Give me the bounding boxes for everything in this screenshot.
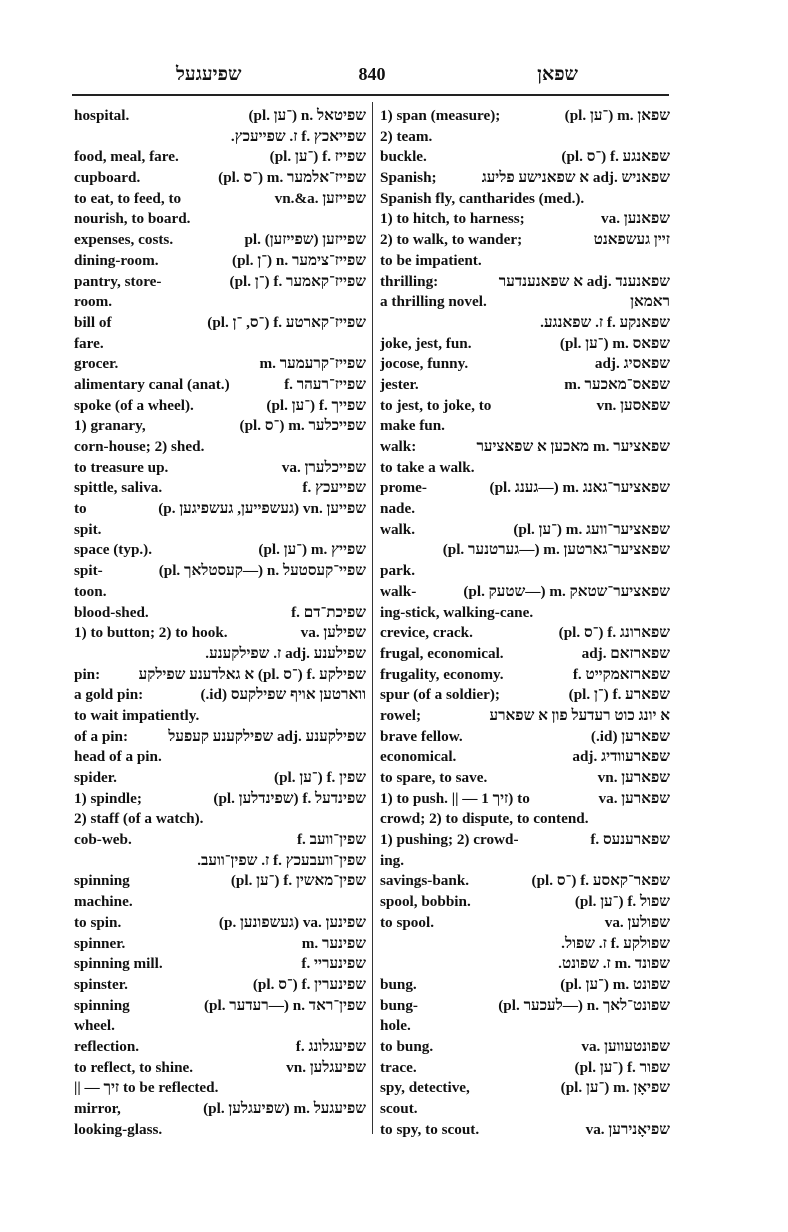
entry-yiddish: שפאס .m (־ען .pl)	[559, 334, 670, 352]
dictionary-line	[380, 934, 670, 955]
entry-english: spinner.	[74, 934, 126, 952]
dictionary-line	[74, 1016, 366, 1037]
dictionary-line	[74, 975, 366, 996]
dictionary-line	[74, 251, 366, 272]
entry-english: 1) pushing; 2) crowd-	[380, 831, 519, 849]
entry-yiddish: ווארטען אויף שפילקעס (id.)	[200, 686, 366, 704]
dictionary-line	[380, 209, 670, 230]
entry-yiddish: שפונטעווען .va	[581, 1037, 670, 1055]
entry-yiddish: שפארענעס .f	[590, 831, 670, 849]
entry-english: spittle, saliva.	[74, 479, 163, 497]
entry-yiddish: שפייעכץ .f	[302, 479, 366, 497]
entry-english: toon.	[74, 582, 107, 600]
entry-yiddish: שפין־וועבעכץ .f ז. שפין־וועב.	[197, 851, 366, 869]
entry-english: head of a pin.	[74, 748, 162, 766]
entry-yiddish: שפארע .f (־ן .pl)	[568, 686, 670, 704]
entry-english: bill of	[74, 313, 112, 331]
dictionary-line	[380, 230, 670, 251]
entry-yiddish: שפארען .va	[598, 789, 670, 807]
entry-english: to eat, to feed, to	[74, 189, 182, 207]
page-number: 840	[358, 64, 386, 84]
dictionary-line	[380, 1078, 670, 1099]
entry-yiddish: שפיעגלונג .f	[295, 1037, 366, 1055]
dictionary-line	[74, 209, 366, 230]
entry-yiddish: שפור .f (־ען .pl)	[574, 1058, 670, 1076]
entry-yiddish: שפייכלער .m (־ס .pl)	[239, 417, 366, 435]
dictionary-line	[74, 272, 366, 293]
entry-yiddish: שפיעגעל .m (שפיעגלען .pl)	[203, 1100, 366, 1117]
entry-english: to treasure up.	[74, 458, 169, 476]
entry-english: 2) team.	[380, 127, 433, 145]
entry-yiddish: שפייז־רעהר .f	[284, 375, 366, 393]
entry-yiddish: שפולען .va	[604, 913, 670, 931]
entry-english: 1) span (measure);	[380, 107, 501, 124]
entry-yiddish: שפארען .vn	[597, 769, 670, 786]
entry-yiddish: שפינער .m	[301, 934, 366, 952]
dictionary-line	[380, 292, 670, 313]
entry-yiddish: שפייאכץ .f ז. שפייעכץ.	[230, 127, 366, 145]
dictionary-line	[74, 458, 366, 479]
dictionary-line	[74, 168, 366, 189]
dictionary-line	[74, 1120, 366, 1138]
entry-english: jocose, funny.	[380, 355, 469, 373]
entry-english: 2) to walk, to wander;	[380, 231, 523, 249]
entry-yiddish: שפאסען .vn	[596, 396, 670, 414]
entry-english: to spin.	[74, 913, 122, 931]
entry-english: trace.	[380, 1058, 417, 1076]
entry-english: spool, bobbin.	[380, 893, 471, 911]
dictionary-line	[380, 644, 670, 665]
dictionary-line	[380, 396, 670, 417]
dictionary-line	[74, 996, 366, 1017]
dictionary-line	[74, 499, 366, 520]
dictionary-line	[380, 458, 670, 479]
entry-english: pantry, store-	[74, 272, 162, 290]
entry-english: thrilling:	[380, 272, 439, 290]
entry-english: to bung.	[380, 1037, 434, 1055]
entry-yiddish: שפייז־צימער .n (־ן .pl)	[232, 251, 366, 269]
entry-english: spit.	[74, 520, 102, 538]
dictionary-line	[380, 416, 670, 437]
dictionary-line	[380, 582, 670, 603]
entry-english: room.	[74, 293, 113, 311]
dictionary-line	[74, 1058, 366, 1079]
entry-yiddish: שפיטאל .n (־ען .pl)	[248, 107, 366, 124]
dictionary-line	[74, 375, 366, 396]
dictionary-line	[380, 996, 670, 1017]
entry-yiddish: שפיעגלען .vn	[286, 1058, 366, 1076]
entry-yiddish: שפיאָנירען .va	[585, 1120, 670, 1138]
entry-english: bung.	[380, 975, 417, 993]
entry-yiddish: שפאציער־שטאק .m (—שטעק .pl)	[463, 582, 670, 600]
dictionary-line	[74, 892, 366, 913]
dictionary-line	[380, 437, 670, 458]
entry-yiddish: שפול .f (־ען .pl)	[574, 893, 670, 911]
entry-english: cupboard.	[74, 169, 141, 187]
dictionary-line	[74, 851, 366, 872]
entry-yiddish: שפייז־קארטע .f (־ס, ־ן .pl)	[207, 313, 366, 331]
entry-english: to take a walk.	[380, 458, 475, 476]
dictionary-line	[380, 313, 670, 334]
entry-english: a thrilling novel.	[380, 293, 487, 311]
dictionary-line	[380, 272, 670, 293]
dictionary-line	[380, 892, 670, 913]
entry-yiddish: שפאציער .m מאכען א שפאציער	[476, 438, 670, 455]
entry-english: to spare, to save.	[380, 769, 488, 786]
entry-english: to be impatient.	[380, 251, 482, 269]
entry-yiddish: שפארעוודיג .adj	[572, 748, 670, 766]
entry-english: spoke (of a wheel).	[74, 396, 194, 414]
dictionary-line	[74, 747, 366, 768]
dictionary-line	[380, 851, 670, 872]
dictionary-line	[74, 1037, 366, 1058]
dictionary-line	[380, 706, 670, 727]
entry-english: ing.	[380, 851, 405, 869]
dictionary-line	[380, 603, 670, 624]
dictionary-line	[74, 1078, 366, 1099]
entry-yiddish: שפייץ .m (־ען .pl)	[258, 541, 366, 559]
entry-yiddish: שפאנקע .f ז. שפאנגע.	[540, 313, 670, 331]
dictionary-line	[74, 396, 366, 417]
entry-yiddish: שפייז־אלמער .m (־ס .pl)	[218, 169, 366, 187]
dictionary-line	[380, 727, 670, 748]
entry-yiddish: שפארען (id.)	[590, 727, 670, 745]
dictionary-line	[380, 789, 670, 810]
dictionary-line	[380, 520, 670, 541]
entry-english: mirror,	[74, 1100, 121, 1117]
entry-english: to spy, to scout.	[380, 1120, 480, 1138]
entry-english: corn-house; 2) shed.	[74, 438, 205, 455]
entry-english: spider.	[74, 769, 117, 786]
dictionary-line	[74, 561, 366, 582]
entry-english: spinning mill.	[74, 955, 163, 973]
entry-english: 1) spindle;	[74, 789, 142, 807]
dictionary-line	[74, 189, 366, 210]
entry-english: dining-room.	[74, 251, 159, 269]
dictionary-line	[380, 334, 670, 355]
entry-english: bung-	[380, 996, 418, 1014]
entry-english: 1) to button; 2) to hook.	[74, 624, 228, 642]
entry-english: spinster.	[74, 975, 128, 993]
dictionary-line	[380, 665, 670, 686]
dictionary-line	[380, 913, 670, 934]
entry-yiddish: שפונד .m ז. שפונט.	[558, 955, 670, 973]
entry-yiddish: שפולקע .f ז. שפול.	[561, 934, 670, 952]
entry-yiddish: שפילענע .adj ז. שפילקענע.	[205, 644, 366, 662]
entry-yiddish: שפילקע .f (־ס .pl) א גאלדענע שפילקע	[138, 665, 366, 683]
dictionary-line	[380, 954, 670, 975]
entry-yiddish: שפין .f (־ען .pl)	[274, 769, 366, 786]
dictionary-line	[380, 561, 670, 582]
entry-yiddish: זיין געשפאנט	[593, 231, 670, 249]
entry-yiddish: שפין־ראד .n (—רעדער .pl)	[203, 996, 366, 1014]
dictionary-line	[74, 665, 366, 686]
entry-yiddish: שפאנען .va	[601, 210, 670, 228]
entry-yiddish: שפייז־קרעמער .m	[259, 355, 366, 373]
entry-yiddish: שפילקענע .adj שפילקענע קעפעל	[168, 727, 366, 745]
entry-english: prome-	[380, 479, 427, 497]
right-column	[380, 106, 670, 1138]
entry-english: walk:	[380, 438, 417, 455]
entry-yiddish: שפייך .f (־ען .pl)	[266, 396, 366, 414]
entry-yiddish: שפין־מאשין .f (־ען .pl)	[230, 872, 366, 890]
entry-english: savings-bank.	[380, 872, 470, 890]
dictionary-line	[380, 1058, 670, 1079]
header-left-guide-word: שפיעגעל	[176, 64, 242, 85]
entry-english: 1) granary,	[74, 417, 146, 435]
entry-yiddish: שפיכת־דם .f	[291, 603, 366, 621]
dictionary-line	[74, 623, 366, 644]
entry-english: 1) to push. || — זיך 1) to	[380, 789, 530, 807]
dictionary-line	[74, 478, 366, 499]
entry-english: frugality, economy.	[380, 665, 504, 683]
entry-english: a gold pin:	[74, 686, 144, 704]
left-column	[74, 106, 366, 1138]
entry-english: make fun.	[380, 417, 445, 435]
entry-yiddish: שפונט .m (־ען .pl)	[560, 975, 670, 993]
entry-english: of a pin:	[74, 727, 129, 745]
dictionary-line	[74, 313, 366, 334]
entry-english: spit-	[74, 562, 103, 580]
entry-yiddish: שפאן .m (־ען .pl)	[564, 107, 670, 124]
entry-english: fare.	[74, 334, 104, 352]
entry-english: spinning	[74, 872, 130, 890]
dictionary-line	[380, 747, 670, 768]
dictionary-line	[74, 1099, 366, 1120]
entry-yiddish: שפאציער־גארטען .m (—גערטנער .pl)	[442, 541, 670, 559]
header-right-guide-word: שפאן	[537, 64, 578, 85]
dictionary-line	[380, 685, 670, 706]
entry-yiddish: א יונג כוט רעדעל פון א שפארע	[489, 706, 670, 724]
dictionary-line	[380, 127, 670, 148]
entry-english: rowel;	[380, 706, 422, 724]
entry-yiddish: שפינעריי .f	[301, 955, 366, 973]
dictionary-line	[74, 292, 366, 313]
dictionary-line	[380, 375, 670, 396]
dictionary-line	[380, 1120, 670, 1138]
entry-english: scout.	[380, 1100, 418, 1117]
entry-english: park.	[380, 562, 416, 580]
entry-english: brave fellow.	[380, 727, 463, 745]
dictionary-line	[74, 354, 366, 375]
page-header	[76, 60, 668, 90]
dictionary-line	[380, 354, 670, 375]
entry-english: nade.	[380, 500, 416, 518]
dictionary-line	[74, 416, 366, 437]
entry-yiddish: שפייז־קאמער .f (־ן .pl)	[229, 272, 366, 290]
dictionary-line	[74, 809, 366, 830]
dictionary-line	[74, 871, 366, 892]
dictionary-line	[74, 582, 366, 603]
entry-yiddish: שפאניש .adj א שפאנישע פליעג	[481, 169, 670, 187]
entry-english: crevice, crack.	[380, 624, 473, 642]
entry-english: spur (of a soldier);	[380, 686, 500, 704]
entry-yiddish: שפארזאמקייט .f	[572, 665, 670, 683]
entry-english: reflection.	[74, 1037, 140, 1055]
entry-english: cob-web.	[74, 831, 132, 849]
entry-english: || — זיך to be reflected.	[74, 1079, 219, 1097]
entry-english: spinning	[74, 996, 130, 1014]
entry-english: walk.	[380, 520, 416, 538]
entry-english: to jest, to joke, to	[380, 396, 492, 414]
dictionary-line	[380, 499, 670, 520]
dictionary-line	[380, 147, 670, 168]
dictionary-line	[380, 478, 670, 499]
entry-english: buckle.	[380, 148, 427, 166]
dictionary-line	[74, 644, 366, 665]
dictionary-line	[74, 540, 366, 561]
dictionary-line	[74, 334, 366, 355]
entry-yiddish: שפאנענד .adj א שפאנענדער	[498, 272, 670, 290]
dictionary-line	[74, 954, 366, 975]
entry-english: jester.	[380, 375, 419, 393]
entry-english: pin:	[74, 665, 101, 683]
dictionary-line	[74, 685, 366, 706]
entry-english: Spanish fly, cantharides (med.).	[380, 189, 585, 207]
dictionary-line	[74, 127, 366, 148]
dictionary-line	[380, 871, 670, 892]
dictionary-line	[380, 809, 670, 830]
dictionary-line	[380, 1099, 670, 1120]
dictionary-line	[74, 230, 366, 251]
entry-yiddish: שפאציער־וועג .m (־ען .pl)	[513, 520, 670, 538]
entry-english: machine.	[74, 893, 133, 911]
entry-english: frugal, economical.	[380, 644, 504, 662]
entry-english: to wait impatiently.	[74, 706, 200, 724]
entry-yiddish: שפארונג .f (־ס .pl)	[558, 624, 670, 642]
dictionary-line	[380, 251, 670, 272]
entry-english: expenses, costs.	[74, 231, 174, 249]
entry-yiddish: שפייז .f (־ען .pl)	[269, 148, 366, 166]
entry-english: 2) staff (of a watch).	[74, 810, 204, 828]
dictionary-line	[380, 168, 670, 189]
entry-yiddish: שפייען .vn (געשפייען, געשפיגען .p)	[158, 500, 366, 518]
entry-yiddish: שפינערין .f (־ס .pl)	[252, 975, 366, 993]
column-divider	[372, 102, 373, 1134]
dictionary-line	[74, 913, 366, 934]
dictionary-line	[380, 106, 670, 127]
dictionary-line	[74, 603, 366, 624]
dictionary-line	[380, 189, 670, 210]
entry-yiddish: שפיאָן .m (־ען .pl)	[560, 1079, 670, 1097]
entry-yiddish: שפינדעל .f (שפינדלען .pl)	[213, 789, 366, 807]
entry-english: food, meal, fare.	[74, 148, 179, 166]
dictionary-line	[74, 147, 366, 168]
entry-english: nourish, to board.	[74, 210, 191, 228]
dictionary-line	[74, 520, 366, 541]
entry-english: economical.	[380, 748, 457, 766]
entry-english: blood-shed.	[74, 603, 149, 621]
entry-yiddish: שפייכלערן .va	[281, 458, 366, 476]
entry-english: 1) to hitch, to harness;	[380, 210, 525, 228]
entry-english: to reflect, to shine.	[74, 1058, 194, 1076]
entry-yiddish: שפאס־מאכער .m	[564, 375, 670, 393]
entry-yiddish: שפילען .va	[300, 624, 366, 642]
entry-english: looking-glass.	[74, 1120, 163, 1138]
dictionary-line	[74, 934, 366, 955]
entry-english: alimentary canal (anat.)	[74, 375, 230, 393]
entry-english: to spool.	[380, 913, 435, 931]
entry-yiddish: שפאנגע .f (־ס .pl)	[561, 148, 670, 166]
entry-yiddish: ראמאן	[630, 293, 670, 311]
dictionary-line	[74, 727, 366, 748]
entry-yiddish: שפאר־קאסע .f (־ס .pl)	[531, 872, 670, 890]
dictionary-line	[380, 1037, 670, 1058]
entry-english: spy, detective,	[380, 1079, 470, 1097]
dictionary-line	[74, 437, 366, 458]
entry-english: hole.	[380, 1017, 411, 1035]
entry-yiddish: שפינען .va (געשפונען .p)	[218, 913, 366, 931]
entry-english: ing-stick, walking-cane.	[380, 603, 534, 621]
header-rule	[72, 94, 669, 96]
dictionary-line	[380, 623, 670, 644]
dictionary-line	[380, 830, 670, 851]
entry-yiddish: שפונט־לאך .n (—לעכער .pl)	[498, 996, 670, 1014]
entry-english: wheel.	[74, 1017, 115, 1035]
entry-yiddish: שפין־וועב .f	[296, 831, 366, 849]
entry-yiddish: שפארזאם .adj	[581, 644, 670, 662]
entry-yiddish: שפאציער־גאנג .m (—גענג .pl)	[489, 479, 670, 497]
entry-yiddish: שפייזען .vn.&a	[274, 189, 366, 207]
entry-english: walk-	[380, 582, 417, 600]
entry-yiddish: שפיי־קעסטעל .n (—קעסטלאך .pl)	[158, 562, 366, 580]
entry-yiddish: שפייזען (שפייזען) .pl	[244, 231, 366, 249]
dictionary-line	[74, 706, 366, 727]
dictionary-line	[380, 768, 670, 789]
entry-english: Spanish;	[380, 169, 437, 187]
dictionary-line	[74, 830, 366, 851]
entry-english: crowd; 2) to dispute, to contend.	[380, 810, 589, 828]
entry-english: hospital.	[74, 107, 130, 124]
dictionary-line	[74, 789, 366, 810]
dictionary-line	[380, 975, 670, 996]
dictionary-line	[380, 540, 670, 561]
entry-english: grocer.	[74, 355, 119, 373]
dictionary-line	[380, 1016, 670, 1037]
entry-english: joke, jest, fun.	[380, 334, 472, 352]
dictionary-line	[74, 106, 366, 127]
entry-english: space (typ.).	[74, 541, 153, 559]
entry-english: to	[74, 500, 87, 518]
dictionary-line	[74, 768, 366, 789]
entry-yiddish: שפאסיג .adj	[594, 355, 670, 373]
